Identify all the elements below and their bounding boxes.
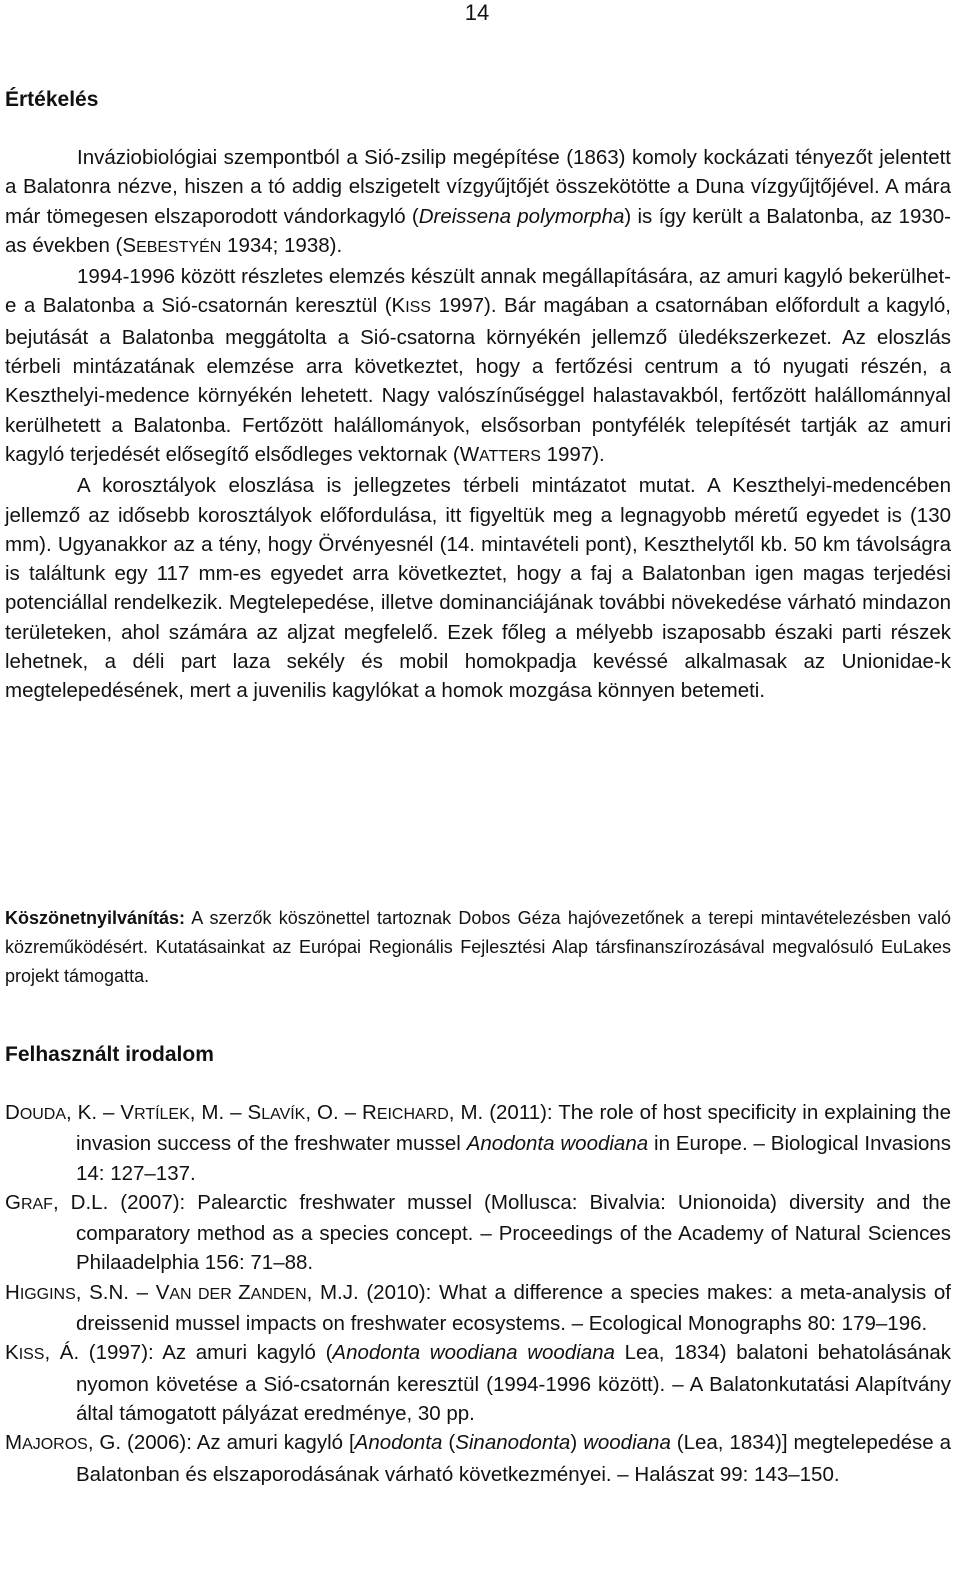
reference-item: [5, 1098, 951, 1188]
author-smallcaps: AJOROS: [22, 1436, 88, 1454]
author-initial: R: [362, 1101, 377, 1124]
text-span: , G. (2006): Az amuri kagyló [: [87, 1431, 355, 1455]
acknowledgement: [5, 904, 951, 991]
author-smallcaps: OUDA: [19, 1106, 66, 1123]
acknowledgement-label: Köszönetnyilvánítás:: [5, 908, 186, 928]
evaluation-paragraph-3: A korosztályok eloszlása is jellegzetes térbeli mintázatot mutat. A Keszthelyi-medencében jellemző az idősebb korosztályok előfordulása, itt figyeltük meg a legnagyobb méretű egyedet is (130 mm). Ugyanakkor az a tény, hogy Örvényesnél (14. mintavételi pont), Keszthelytől kb. 50 km távolságra is találtunk egy 117 mm-es egyedet arra következtet, hogy a faj a Balatonban igen magas terjedési potenciállal rendelkezik. Megtelepedése, illetve dominanciájának további növekedése várható mindazon területeken, ahol számára az aljzat megfelelő. Ezek főleg a mélyebb iszaposabb északi parti részek lehetnek, a déli part laza sekély és mobil homokpadja kevéssé alkalmasak az Unionidae-k megtelepedésének, mert a juvenilis kagylókat a homok mozgása könnyen betemeti.: [5, 474, 951, 703]
author-initial: M: [5, 1431, 23, 1455]
species-name: Anodonta: [354, 1431, 443, 1455]
author-smallcaps: RAF: [20, 1195, 53, 1213]
author-smallcaps: EICHARD: [376, 1106, 449, 1123]
text-span: , M.J. (2010): What a difference a species makes: a meta-analysis of dreissenid mussel impacts on freshwater ecosystems. – Ecological Monographs 80: 179–196.: [76, 1280, 951, 1336]
author-smallcaps: RTÍLEK: [134, 1106, 190, 1123]
author-initial: V: [120, 1101, 135, 1124]
author-smallcaps: LAVÍK: [261, 1106, 306, 1123]
text-span: , D.L. (2007): Palearctic freshwater mussel (Mollusca: Bivalvia: Unionoida) diversity and the comparatory method as a species concept. – Proceedings of the Academy of Natural Sciences Philaadelphia 156: 71–88.: [52, 1190, 951, 1275]
author-initial: K: [5, 1341, 19, 1365]
author-initial: V: [155, 1280, 170, 1304]
author-initial: G: [5, 1190, 21, 1214]
author-smallcaps: ANDEN: [250, 1285, 307, 1303]
author-initial: Z: [238, 1280, 251, 1304]
section-heading-evaluation: Értékelés: [5, 88, 99, 111]
text-span: 1994-1996 között részletes elemzés készült annak megállapítására, az amuri kagyló bekerülhet-e a Balatonba a Sió-csatornán keresztül (: [5, 265, 951, 318]
reference-item: [5, 1188, 951, 1278]
author-initial: W: [459, 442, 480, 466]
reference-list: [5, 1098, 951, 1489]
page-number: 14: [464, 0, 490, 25]
species-name: Dreissena polymorpha: [418, 204, 625, 228]
author-smallcaps: EBESTYÉN: [136, 238, 222, 256]
text-span: 1997). Bár magában a csatornában előfordult a kagyló, bejutását a Balatonba meggátolta a Sió-csatorna környékén jellemző üledékszerkezet. Az eloszlás térbeli mintázatának elemzése arra következtet, hogy a fertőzési centrum a tó nyugati részén, a Keszthelyi-medence környékén lehetett. Nagy valószínűséggel halastavakból, fertőzött halállománnyal kerülhetett a Balatonba. Fertőzött halállományok, elsősorban pontyfélék telepítését tartják az amuri kagyló terjedését elősegítő elsődleges vektornak (: [5, 294, 951, 466]
author-smallcaps: ISS: [405, 299, 431, 317]
text-span: , M. (2011): The role of host specificity in explaining the invasion success of the freshwater mussel: [76, 1101, 951, 1156]
author-smallcaps: ISS: [18, 1346, 45, 1364]
text-span: (Lea, 1834)] megtelepedése a Balatonban és elszaporodásának várható következményei. – Halászat 99: 143–150.: [76, 1431, 951, 1486]
section-heading-references: Felhasznált irodalom: [5, 1043, 214, 1066]
text-span: , O. –: [305, 1101, 363, 1124]
text-span: in Europe. – Biological Invasions 14: 127–137.: [76, 1132, 951, 1185]
species-name: Sinanodonta: [455, 1431, 571, 1455]
text-span: 1934; 1938).: [221, 233, 343, 257]
author-smallcaps: AN DER: [169, 1285, 239, 1303]
author-smallcaps: ATTERS: [479, 447, 541, 465]
species-name: woodiana: [583, 1431, 671, 1455]
species-name: Anodonta woodiana woodiana: [332, 1341, 615, 1365]
species-name: Anodonta woodiana: [466, 1132, 649, 1156]
reference-item: [5, 1428, 951, 1489]
reference-item: [5, 1278, 951, 1339]
acknowledgement-text: A szerzők köszönettel tartoznak Dobos Géza hajóvezetőnek a terepi mintavételezésben való közreműködésért. Kutatásainkat az Európai Regionális Fejlesztési Alap társfinanszírozásával megvalósuló EuLakes projekt támogatta.: [5, 908, 951, 986]
author-smallcaps: IGGINS: [19, 1285, 76, 1303]
text-span: , S.N. –: [75, 1280, 156, 1304]
author-initial: K: [391, 294, 406, 318]
author-initial: S: [247, 1101, 262, 1124]
text-span: Inváziobiológiai szempontból a Sió-zsilip megépítése (1863) komoly kockázati tényezőt jelentett a Balatonra nézve, hiszen a tó addig elszigetelt vízgyűjtőjét összekötötte a Duna vízgyűjtőjével. A mára már tömegesen elszaporodott vándorkagyló (: [5, 146, 951, 228]
author-initial: S: [122, 233, 137, 257]
text-span: , M. –: [189, 1101, 248, 1124]
text-span: , Á. (1997): Az amuri kagyló (: [44, 1341, 333, 1365]
author-initial: H: [5, 1280, 20, 1304]
text-span: (: [442, 1431, 456, 1455]
author-initial: D: [5, 1101, 20, 1124]
text-span: ): [570, 1431, 584, 1455]
text-span: , K. –: [66, 1101, 121, 1124]
text-span: Lea, 1834) balatoni behatolásának nyomon követése a Sió-csatornán keresztül (1994-1996 között). – A Balatonkutatási Alapítvány által támogatott pályázat eredménye, 30 pp.: [76, 1341, 951, 1425]
evaluation-paragraph-2: [5, 262, 951, 471]
text-span: ) is így került a Balatonba, az 1930-as években (: [5, 204, 951, 257]
evaluation-paragraph-1: [5, 143, 951, 262]
reference-item: [5, 1338, 951, 1428]
evaluation-body: [5, 143, 951, 706]
text-span: 1997).: [540, 442, 605, 466]
